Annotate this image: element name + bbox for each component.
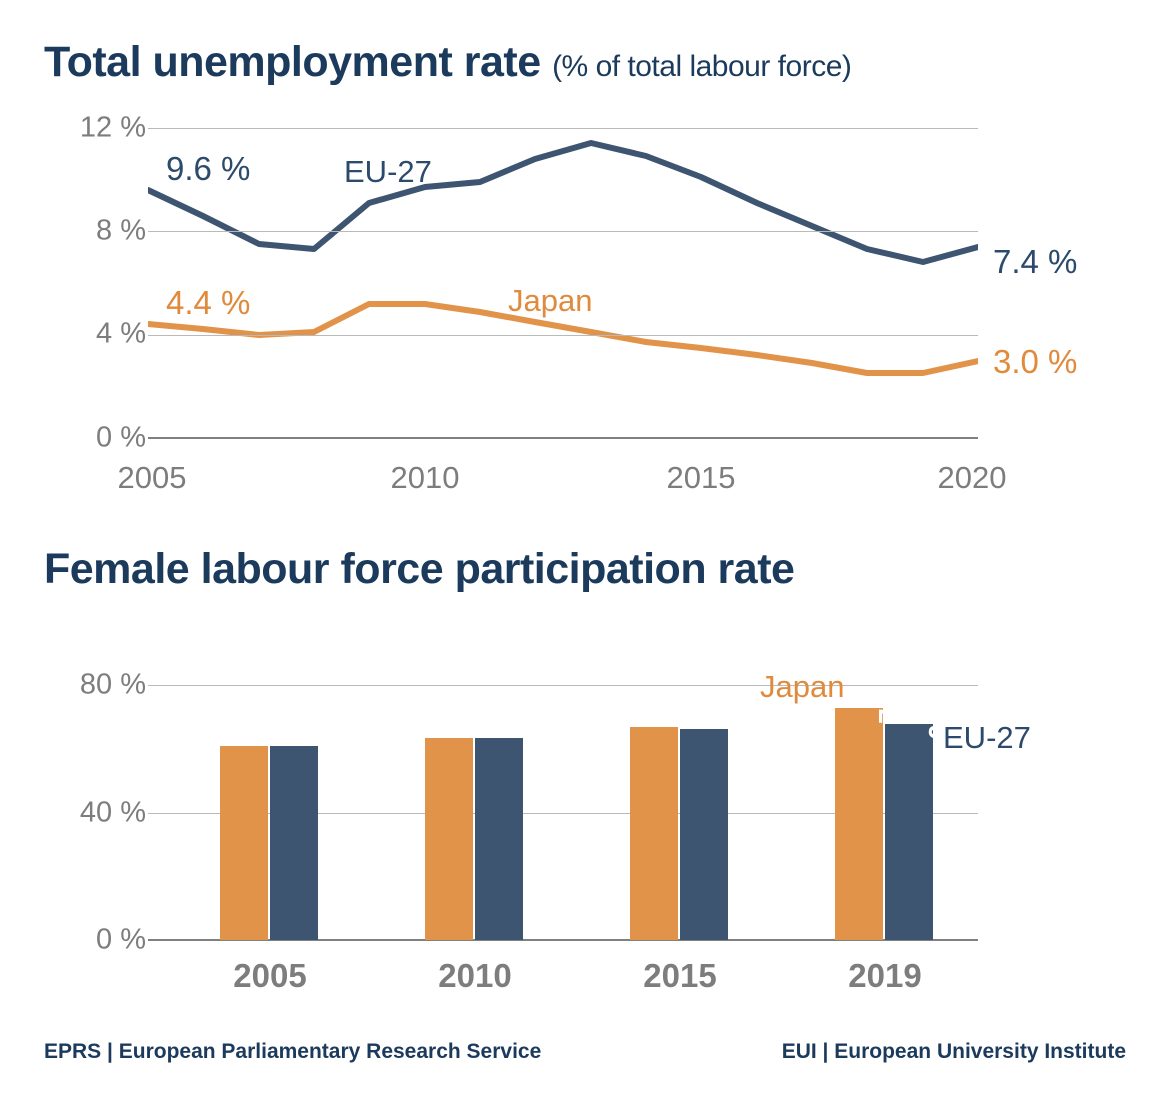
chart2-series-label-japan: Japan [760,669,845,704]
chart2-xtick-2005: 2005 [233,957,307,994]
chart2-bar-eu27-2005 [270,746,318,940]
chart1-plot-area [117,128,1078,495]
chart1-ytick-8: 8 % [96,214,146,247]
chart2-bar-japan-2019 [835,636,904,940]
chart2-ytick-40: 40 % [79,796,146,829]
chart1-value-eu27-start: 9.6 % [166,150,251,187]
chart1-gridline-8 [148,231,978,232]
chart2-bar-japan-2005 [220,746,268,940]
chart2-bar-eu27-2015 [680,729,728,940]
chart2-title: Female labour force participation rate [44,545,795,593]
chart2-bar-japan-2015 [630,727,678,940]
chart1-series-label-japan: Japan [508,283,593,318]
chart1-ytick-0: 0 % [96,421,146,454]
chart1-title [44,38,851,87]
chart1-xtick-2010: 2010 [390,460,460,495]
chart2-series-label-eu27: EU-27 [943,720,1031,755]
chart1-line-eu27 [148,143,978,262]
chart1-title-subtitle: (% of total labour force) [552,50,852,83]
chart1-title-main: Total unemployment rate [44,38,541,86]
chart2-bar-chart [0,636,1170,1010]
chart1-axis-x [148,437,978,439]
chart1-ytick-4: 4 % [96,317,146,350]
chart1-gridline-12 [148,128,978,129]
footer-source-eui: EUI | European University Institute [781,1040,1126,1063]
chart2-ytick-0: 0 % [96,923,146,956]
chart2-value-eu27-2019: 67.9 % [923,652,954,740]
chart1-xtick-2005: 2005 [117,460,187,495]
chart2-plot-area [148,636,1031,994]
chart1-ytick-12: 12 % [79,111,146,144]
chart1-xtick-2015: 2015 [666,460,736,495]
chart1-value-eu27-end: 7.4 % [993,243,1078,280]
chart1-xtick-2020: 2020 [937,460,1007,495]
chart1-value-japan-start: 4.4 % [166,284,251,321]
footer-source-eprs: EPRS | European Parliamentary Research Service [44,1040,542,1063]
chart1-value-japan-end: 3.0 % [993,343,1078,380]
chart2-gridline-80 [148,685,978,686]
footer [0,1040,1170,1080]
chart2-ytick-80: 80 % [79,668,146,701]
chart1-line-chart [0,110,1170,495]
chart2-xtick-2015: 2015 [643,957,717,994]
chart1-gridline-4 [148,335,978,336]
chart2-bar-japan-2010 [425,738,473,940]
chart2-xtick-2010: 2010 [438,957,512,994]
chart2-xtick-2019: 2019 [848,957,922,994]
chart1-series-label-eu27: EU-27 [344,154,432,189]
chart2-value-japan-2019: 72.8 % [873,636,904,724]
chart2-bar-eu27-2010 [475,738,523,940]
